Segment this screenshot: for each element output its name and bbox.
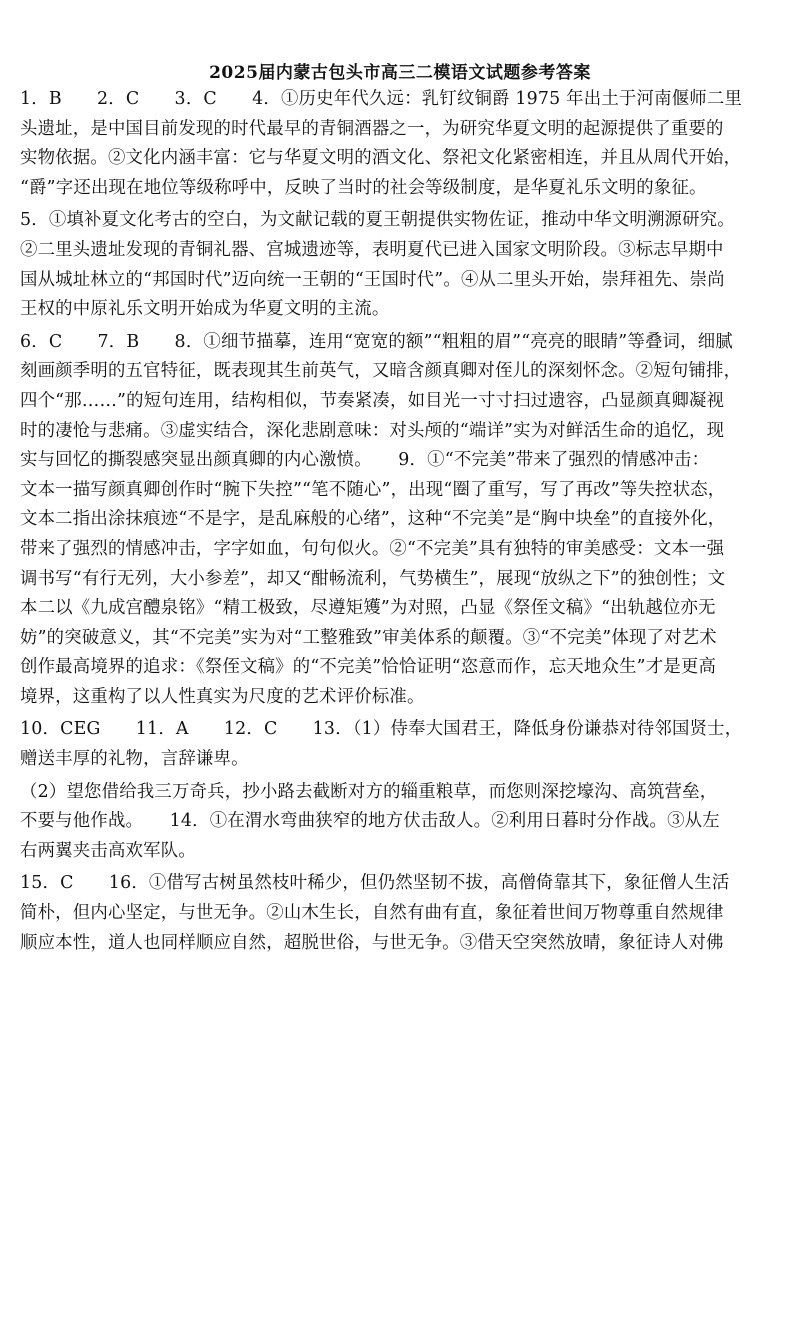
text-line: 境界，这重构了以人性真实为尺度的艺术评价标准。	[20, 686, 425, 707]
text-line: 顺应本性，道人也同样顺应自然，超脱世俗，与世无争。③借天空突然放晴，象征诗人对佛	[20, 932, 724, 953]
text-line: 文本二指出涂抹痕迹“不是字，是乱麻般的心绪”，这种“不完美”是“胸中块垒”的直接外化，	[20, 509, 726, 530]
text-line: 本二以《九成宫醴泉铭》“精工极致，尽遵矩矱”为对照，凸显《祭侄文稿》“出轨越位亦无	[20, 598, 716, 619]
text-line: 妨”的突破意义，其“不完美”实为对“工整雅致”审美体系的颠覆。③“不完美”体现了对艺术	[20, 627, 717, 648]
text-line: 带来了强烈的情感冲击，字字如血，句句似火。②“不完美”具有独特的审美感受：文本一强	[20, 538, 725, 559]
text-line: ②二里头遗址发现的青铜礼器、宫城遗迹等，表明夏代已进入国家文明阶段。③标志早期中	[20, 239, 724, 260]
text-line: 实物依据。②文化内涵丰富：它与华夏文明的酒文化、祭祀文化紧密相连，并且从周代开始，	[20, 148, 742, 169]
text-line: 国从城址林立的“邦国时代”迈向统一王朝的“王国时代”。④从二里头开始，崇拜祖先、崇尚	[20, 269, 725, 290]
text-line: 15．C 16．①借写古树虽然枝叶稀少，但仍然坚韧不拔，高僧倚靠其下，象征僧人生活	[20, 873, 730, 894]
text-line: 简朴，但内心坚定，与世无争。②山木生长，自然有曲有直，象征着世间万物尊重自然规律	[20, 903, 724, 924]
text-line: 刻画颜季明的五官特征，既表现其生前英气，又暗含颜真卿对侄儿的深刻怀念。②短句铺排，	[20, 361, 742, 382]
text-line: （2）望您借给我三万奇兵，抄小路去截断对方的辎重粮草，而您则深挖壕沟、高筑营垒，	[20, 781, 718, 802]
text-line: 四个“那……”的短句连用，结构相似，节奏紧凑，如目光一寸寸扫过遗容，凸显颜真卿凝视	[20, 390, 725, 411]
text-line: 1．B 2．C 3．C 4．①历史年代久远：乳钉纹铜爵 1975 年出土于河南偃师二里	[20, 89, 743, 109]
text-line: 不要与他作战。 14．①在渭水弯曲狭窄的地方伏击敌人。②利用日暮时分作战。③从左	[20, 811, 720, 832]
answer-body	[20, 85, 780, 958]
text-line: 创作最高境界的追求：《祭侄文稿》的“不完美”恰恰证明“恣意而作，忘天地众生”才是更高	[20, 657, 717, 678]
text-line: “爵”字还出现在地位等级称呼中，反映了当时的社会等级制度，是华夏礼乐文明的象征。	[20, 177, 707, 198]
text-line: 右两翼夹击高欢军队。	[20, 840, 196, 861]
text-line: 时的凄怆与悲痛。③虚实结合，深化悲剧意味：对头颅的“端详”实为对鲜活生命的追忆，现	[20, 420, 725, 441]
text-line: 6．C 7．B 8．①细节描摹，连用“宽宽的额”“粗粗的眉”“亮亮的眼睛”等叠词，细腻	[20, 331, 733, 352]
text-line: 10．CEG 11．A 12．C 13．（1）侍奉大国君王，降低身份谦恭对待邻国贤士，	[20, 719, 743, 740]
text-line: 赠送丰厚的礼物，言辞谦卑。	[20, 749, 249, 770]
text-line: 5．①填补夏文化考古的空白，为文献记载的夏王朝提供实物佐证，推动中华文明溯源研究。	[20, 210, 735, 231]
text-line: 王权的中原礼乐文明开始成为华夏文明的主流。	[20, 299, 390, 320]
page-title: 2025届内蒙古包头市高三二模语文试题参考答案	[209, 63, 591, 83]
text-line: 实与回忆的撕裂感突显出颜真卿的内心激愤。 9．①“不完美”带来了强烈的情感冲击：	[20, 450, 710, 471]
text-line: 调书写“有行无列，大小参差”，却又“酣畅流利，气势横生”，展现“放纵之下”的独创性；文	[20, 568, 726, 589]
text-line: 头遗址，是中国目前发现的时代最早的青铜酒器之一，为研究华夏文明的起源提供了重要的	[20, 118, 724, 139]
text-line: 文本一描写颜真卿创作时“腕下失控”“笔不随心”，出现“圈了重写，写了再改”等失控状态，	[20, 479, 726, 500]
